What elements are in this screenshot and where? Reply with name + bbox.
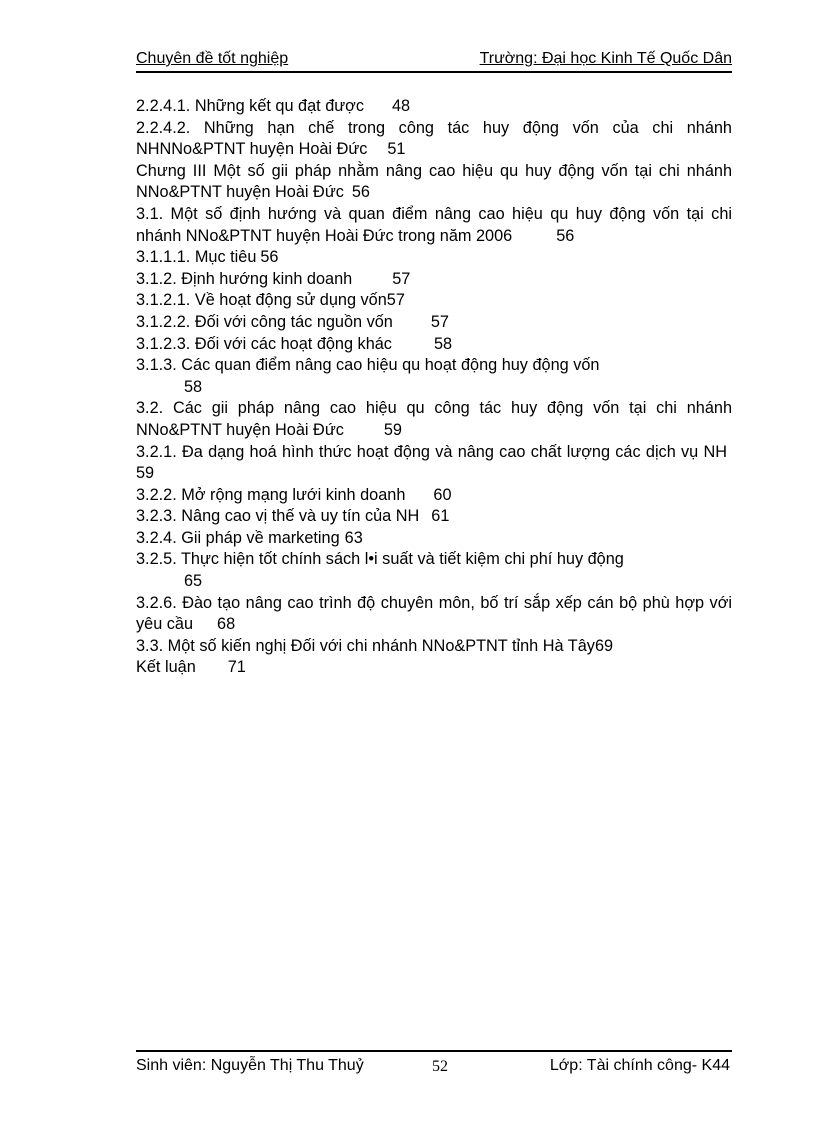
toc-entry-text: 3.2.5. Thực hiện tốt chính sách l•i suất và tiết kiệm chi phí huy động <box>136 550 624 569</box>
toc-entry-text: 3.2.6. Đào tạo nâng cao trình độ chuyên môn, bố trí sắp xếp cán bộ phù hợp với yêu cầu <box>136 593 732 634</box>
footer-student: Sinh viên: Nguyễn Thị Thu Thuỷ <box>136 1057 364 1074</box>
toc-entry <box>136 96 732 118</box>
toc-entry-text: Kết luận <box>136 658 196 677</box>
toc-entry-page: 59 <box>383 420 402 439</box>
toc-entry <box>136 118 732 161</box>
toc-entry <box>136 636 732 658</box>
toc-entry-page: 58 <box>433 334 453 353</box>
toc-entry <box>136 506 732 528</box>
toc-entry-page: 48 <box>392 97 411 115</box>
toc-entry <box>136 549 732 592</box>
toc-entry <box>136 657 732 679</box>
toc-entry <box>136 442 732 485</box>
toc-entry-page: 69 <box>594 636 614 655</box>
footer-page-number: 52 <box>432 1058 448 1075</box>
toc-entry-page: 56 <box>260 248 279 267</box>
toc-entry <box>136 528 732 550</box>
toc-entry <box>136 334 732 356</box>
toc-entry-page: 57 <box>386 291 405 310</box>
toc-entry <box>136 398 732 441</box>
toc-entry-page: 57 <box>392 269 411 288</box>
page-header <box>136 50 732 72</box>
toc-entry-text: 3.1.2.2. Đối với công tác nguồn vốn <box>136 312 393 331</box>
toc-entry-text: 3.2.3. Nâng cao vị thế và uy tín của NH <box>136 507 420 526</box>
toc-entry-text: 3.1.2. Định hướng kinh doanh <box>136 269 353 288</box>
toc-entry-text: 2.2.4.1. Những kết qu đạt được <box>136 97 364 115</box>
toc-entry-page: 65 <box>184 572 203 591</box>
toc-entry-page: 56 <box>351 183 370 202</box>
table-of-contents <box>136 96 732 679</box>
toc-entry-page: 56 <box>556 226 575 245</box>
toc-entry <box>136 161 732 204</box>
toc-entry-text: 3.2.2. Mở rộng mạng lưới kinh doanh <box>136 485 406 504</box>
toc-entry <box>136 485 732 507</box>
toc-entry-page: 58 <box>184 377 203 396</box>
toc-entry-text: 3.1.1.1. Mục tiêu <box>136 248 257 267</box>
footer-rule <box>136 1050 732 1052</box>
header-title: Chuyên đề tốt nghiệp <box>136 50 289 67</box>
toc-entry <box>136 269 732 291</box>
toc-entry-page: 61 <box>431 507 450 526</box>
toc-entry <box>136 312 732 334</box>
footer-class: Lớp: Tài chính công- K44 <box>549 1057 730 1074</box>
page-footer <box>136 1057 732 1079</box>
toc-entry-text: 3.1.2.3. Đối với các hoạt động khác <box>136 334 392 353</box>
toc-entry-text: 3.1.3. Các quan điểm nâng cao hiệu qu hoạt động huy động vốn <box>136 356 600 375</box>
toc-entry-text: 3.2.1. Đa dạng hoá hình thức hoạt động và nâng cao chất lượng các dịch vụ NH <box>136 442 727 461</box>
toc-entry-text: 3.2.4. Gii pháp về marketing <box>136 528 340 547</box>
toc-entry-text: 3.2. Các gii pháp nâng cao hiệu qu công tác huy động vốn tại chi nhánh NNo&PTNT huyện Hoài Đức <box>136 399 732 439</box>
toc-entry-text: 2.2.4.2. Những hạn chế trong công tác huy động vốn của chi nhánh NHNNo&PTNT huyện Hoài Đức <box>136 118 732 159</box>
toc-entry <box>136 247 732 269</box>
toc-entry-text: 3.1.2.1. Về hoạt động sử dụng vốn <box>136 291 387 310</box>
toc-entry <box>136 355 732 398</box>
toc-entry-page: 68 <box>217 615 236 634</box>
header-rule <box>136 71 732 73</box>
toc-entry-page: 51 <box>387 140 406 159</box>
toc-entry-text: Chưng III Một số gii pháp nhằm nâng cao hiệu qu huy động vốn tại chi nhánh NNo&PTNT huyện Hoài Đức <box>136 161 732 202</box>
header-school: Trường: Đại học Kinh Tế Quốc Dân <box>479 50 732 67</box>
toc-entry <box>136 593 732 636</box>
toc-entry-page: 59 <box>136 464 155 483</box>
toc-entry-text: 3.3. Một số kiến nghị Đối với chi nhánh NNo&PTNT tỉnh Hà Tây <box>136 636 595 655</box>
toc-entry <box>136 204 732 247</box>
toc-entry-page: 63 <box>344 528 363 547</box>
toc-entry <box>136 290 732 312</box>
toc-entry-page: 71 <box>227 658 246 677</box>
toc-entry-page: 60 <box>433 485 452 504</box>
toc-entry-text: 3.1. Một số định hướng và quan điểm nâng cao hiệu qu huy động vốn tại chi nhánh NNo&PTNT huyện Hoài Đức trong năm 2006 <box>136 204 732 245</box>
toc-entry-page: 57 <box>430 312 449 331</box>
